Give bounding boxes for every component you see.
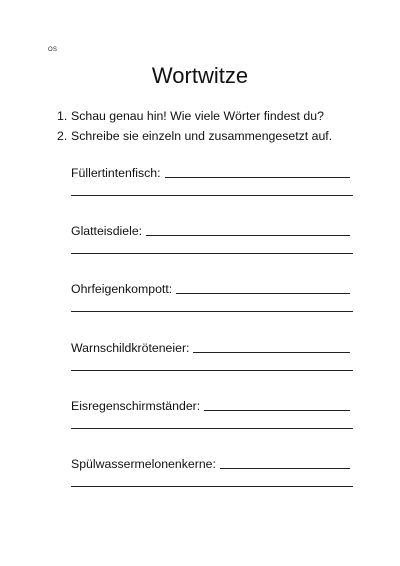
instruction-number: 1. (57, 109, 68, 123)
compound-word: Glatteisdiele: (71, 224, 143, 238)
answer-line-full[interactable] (71, 428, 353, 429)
answer-line-full[interactable] (71, 195, 353, 196)
answer-line-short[interactable] (165, 177, 350, 178)
compound-word: Ohrfeigenkompott: (71, 282, 173, 296)
word-row (71, 164, 356, 180)
compound-word: Eisregenschirmständer: (71, 399, 201, 413)
word-item (71, 222, 356, 238)
corner-label: OS (48, 47, 58, 53)
word-row (71, 339, 356, 355)
word-item (71, 397, 356, 413)
page-title: Wortwitze (151, 63, 249, 88)
instruction-item (57, 106, 332, 126)
instruction-text: Schreibe sie einzeln und zusammengesetzt auf. (71, 129, 333, 143)
answer-line-full[interactable] (71, 370, 353, 371)
instruction-item (57, 126, 332, 146)
answer-line-short[interactable] (193, 352, 350, 353)
word-row (71, 455, 356, 471)
answer-line-short[interactable] (146, 235, 350, 236)
word-row (71, 280, 356, 296)
answer-line-full[interactable] (71, 311, 353, 312)
instruction-number: 2. (57, 129, 68, 143)
instruction-list (57, 106, 332, 146)
word-item (71, 164, 356, 180)
compound-word: Füllertintenfisch: (71, 166, 161, 180)
answer-line-short[interactable] (204, 410, 350, 411)
answer-line-full[interactable] (71, 253, 353, 254)
compound-word: Warnschildkröteneier: (71, 341, 190, 355)
answer-line-short[interactable] (176, 293, 350, 294)
instruction-text: Schau genau hin! Wie viele Wörter findest du? (71, 109, 324, 123)
word-item (71, 339, 356, 355)
word-row (71, 397, 356, 413)
word-item (71, 455, 356, 471)
answer-line-full[interactable] (71, 486, 353, 487)
answer-line-short[interactable] (220, 468, 350, 469)
compound-word: Spülwassermelonenkerne: (71, 457, 216, 471)
word-item (71, 280, 356, 296)
word-row (71, 222, 356, 238)
